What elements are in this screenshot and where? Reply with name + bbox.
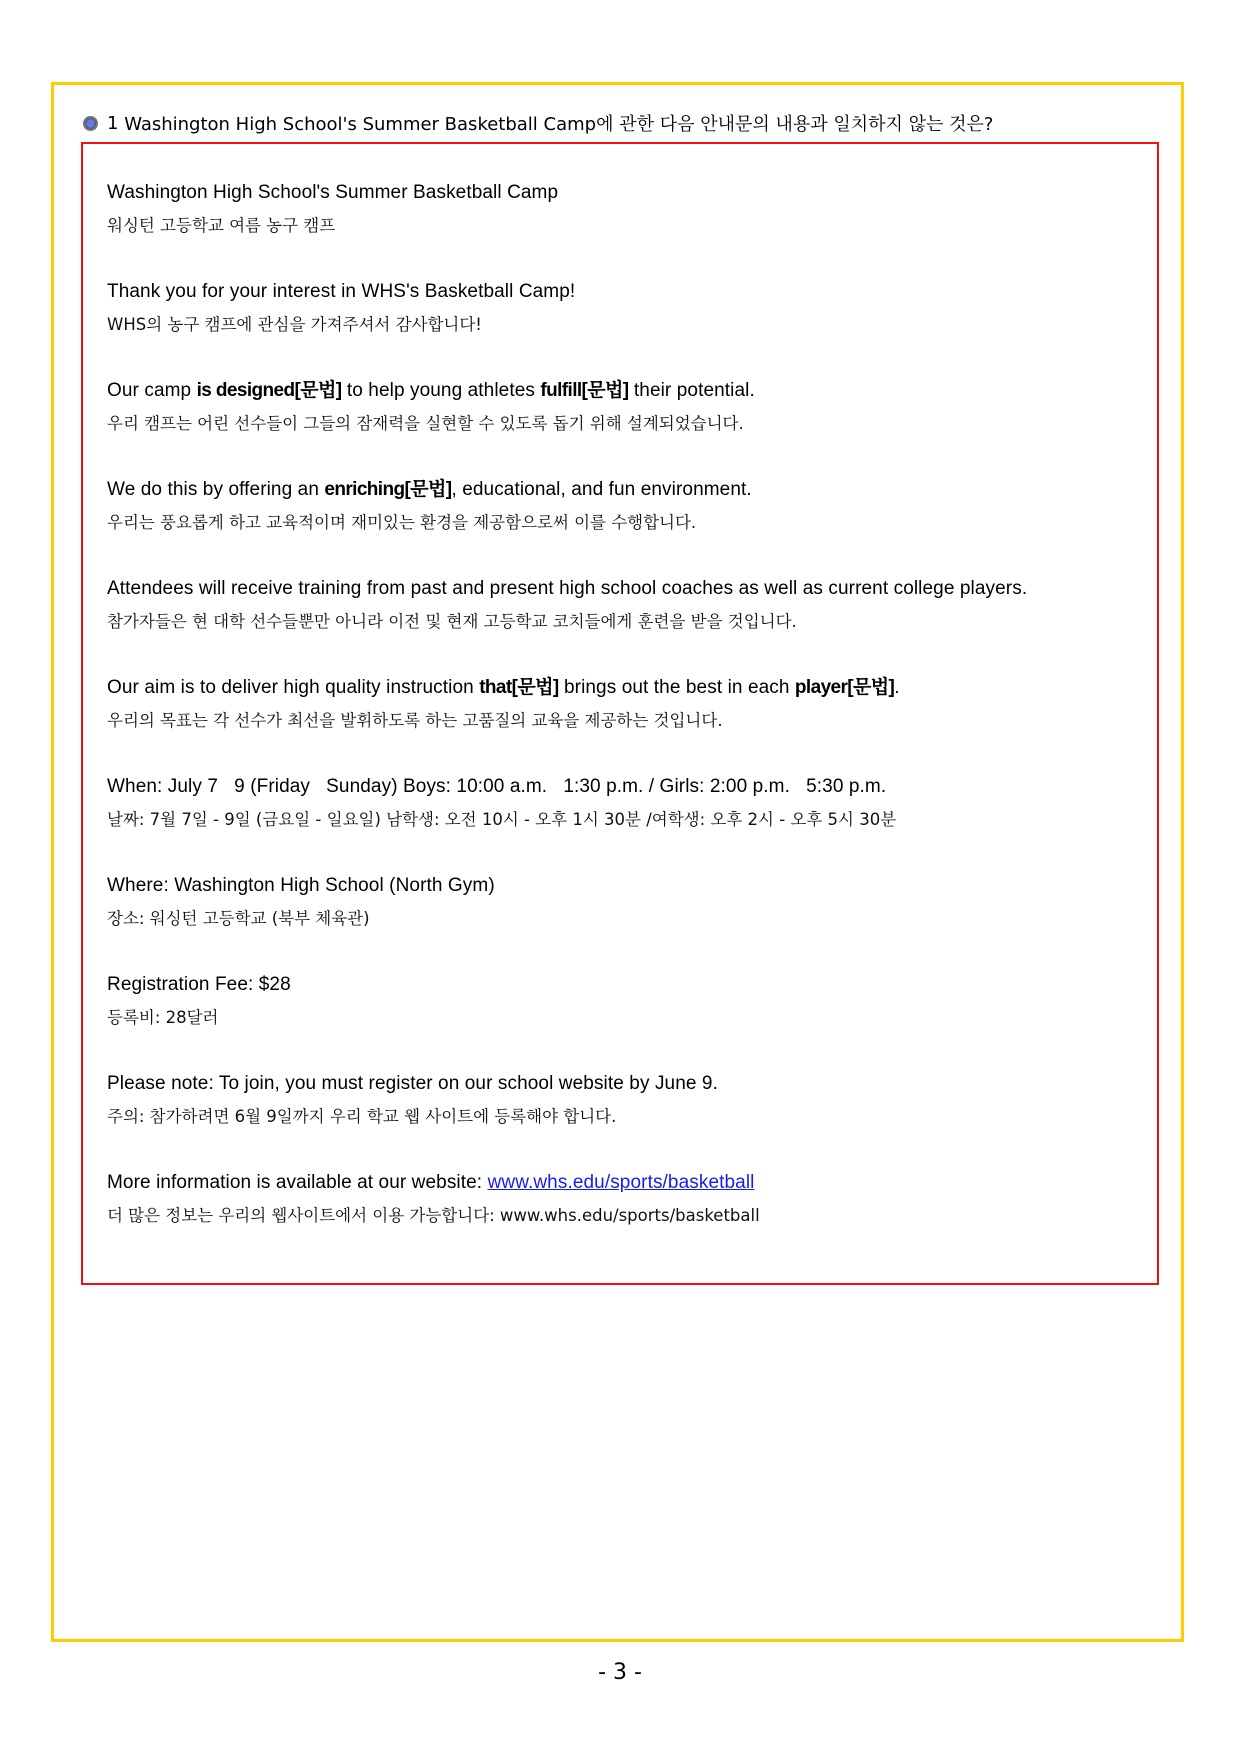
- fee-en: Registration Fee: $28: [107, 974, 291, 995]
- p1-ko: WHS의 농구 캠프에 관심을 가져주셔서 감사합니다!: [107, 315, 482, 334]
- paragraph-1: [107, 275, 1167, 341]
- passage-content: [107, 176, 1167, 1265]
- paragraph-4: [107, 572, 1167, 638]
- grammar-highlight: is designed[문법]: [196, 380, 342, 401]
- website-link[interactable]: www.whs.edu/sports/basketball: [487, 1172, 755, 1193]
- title-ko: 워싱턴 고등학교 여름 농구 캠프: [107, 216, 336, 235]
- paragraph-5: [107, 671, 1167, 737]
- text: brings out the best in each: [558, 677, 795, 698]
- p5-ko: 우리의 목표는 각 선수가 최선을 발휘하도록 하는 고품질의 교육을 제공하는 것입니다.: [107, 711, 723, 730]
- paragraph-3: [107, 473, 1167, 539]
- more-ko: 더 많은 정보는 우리의 웹사이트에서 이용 가능합니다: www.whs.edu/sports/basketball: [107, 1206, 760, 1225]
- text: Our aim is to deliver high quality instruction: [107, 677, 480, 698]
- bullet-sphere-icon: [83, 116, 98, 131]
- grammar-highlight: that[문법]: [479, 677, 559, 698]
- question-header: [83, 110, 993, 136]
- text: More information is available at our website:: [107, 1172, 488, 1193]
- text: Our camp: [107, 380, 197, 401]
- p1-en: Thank you for your interest in WHS's Basketball Camp!: [107, 281, 576, 302]
- question-number: 1: [107, 112, 119, 134]
- text: to help young athletes: [341, 380, 541, 401]
- note-en: Please note: To join, you must register on our school website by June 9.: [107, 1073, 718, 1094]
- where-block: [107, 869, 1167, 935]
- text: .: [894, 677, 900, 698]
- where-en: Where: Washington High School (North Gym): [107, 875, 495, 896]
- more-en: [107, 1166, 1167, 1200]
- p3-en: [107, 473, 1167, 507]
- p5-en: [107, 671, 1167, 705]
- where-ko: 장소: 워싱턴 고등학교 (북부 체육관): [107, 909, 370, 928]
- more-info-block: [107, 1166, 1167, 1232]
- page-number: - 3 -: [598, 1660, 642, 1685]
- note-block: [107, 1067, 1167, 1133]
- text: their potential.: [628, 380, 755, 401]
- fee-ko: 등록비: 28달러: [107, 1008, 219, 1027]
- p4-en: Attendees will receive training from past and present high school coaches as well as current college players.: [107, 578, 1028, 599]
- grammar-highlight: enriching[문법]: [324, 479, 452, 500]
- p2-ko: 우리 캠프는 어린 선수들이 그들의 잠재력을 실현할 수 있도록 돕기 위해 설계되었습니다.: [107, 414, 744, 433]
- paragraph-2: [107, 374, 1167, 440]
- question-text: Washington High School's Summer Basketball Camp에 관한 다음 안내문의 내용과 일치하지 않는 것은?: [124, 114, 994, 135]
- text: , educational, and fun environment.: [451, 479, 752, 500]
- p4-ko: 참가자들은 현 대학 선수들뿐만 아니라 이전 및 현재 고등학교 코치들에게 훈련을 받을 것입니다.: [107, 612, 797, 631]
- p2-en: [107, 374, 1167, 408]
- fee-block: [107, 968, 1167, 1034]
- passage-title: [107, 176, 1167, 242]
- note-ko: 주의: 참가하려면 6월 9일까지 우리 학교 웹 사이트에 등록해야 합니다.: [107, 1107, 617, 1126]
- title-en: Washington High School's Summer Basketball Camp: [107, 182, 559, 203]
- grammar-highlight: fulfill[문법]: [540, 380, 629, 401]
- grammar-highlight: player[문법]: [794, 677, 895, 698]
- when-ko: 날짜: 7월 7일 - 9일 (금요일 - 일요일) 남학생: 오전 10시 - 오후 1시 30분 /여학생: 오후 2시 - 오후 5시 30분: [107, 810, 897, 829]
- text: We do this by offering an: [107, 479, 325, 500]
- when-block: [107, 770, 1167, 836]
- when-en: When: July 7 9 (Friday Sunday) Boys: 10:00 a.m. 1:30 p.m. / Girls: 2:00 p.m. 5:30 p.m.: [107, 776, 887, 797]
- p3-ko: 우리는 풍요롭게 하고 교육적이며 재미있는 환경을 제공함으로써 이를 수행합니다.: [107, 513, 697, 532]
